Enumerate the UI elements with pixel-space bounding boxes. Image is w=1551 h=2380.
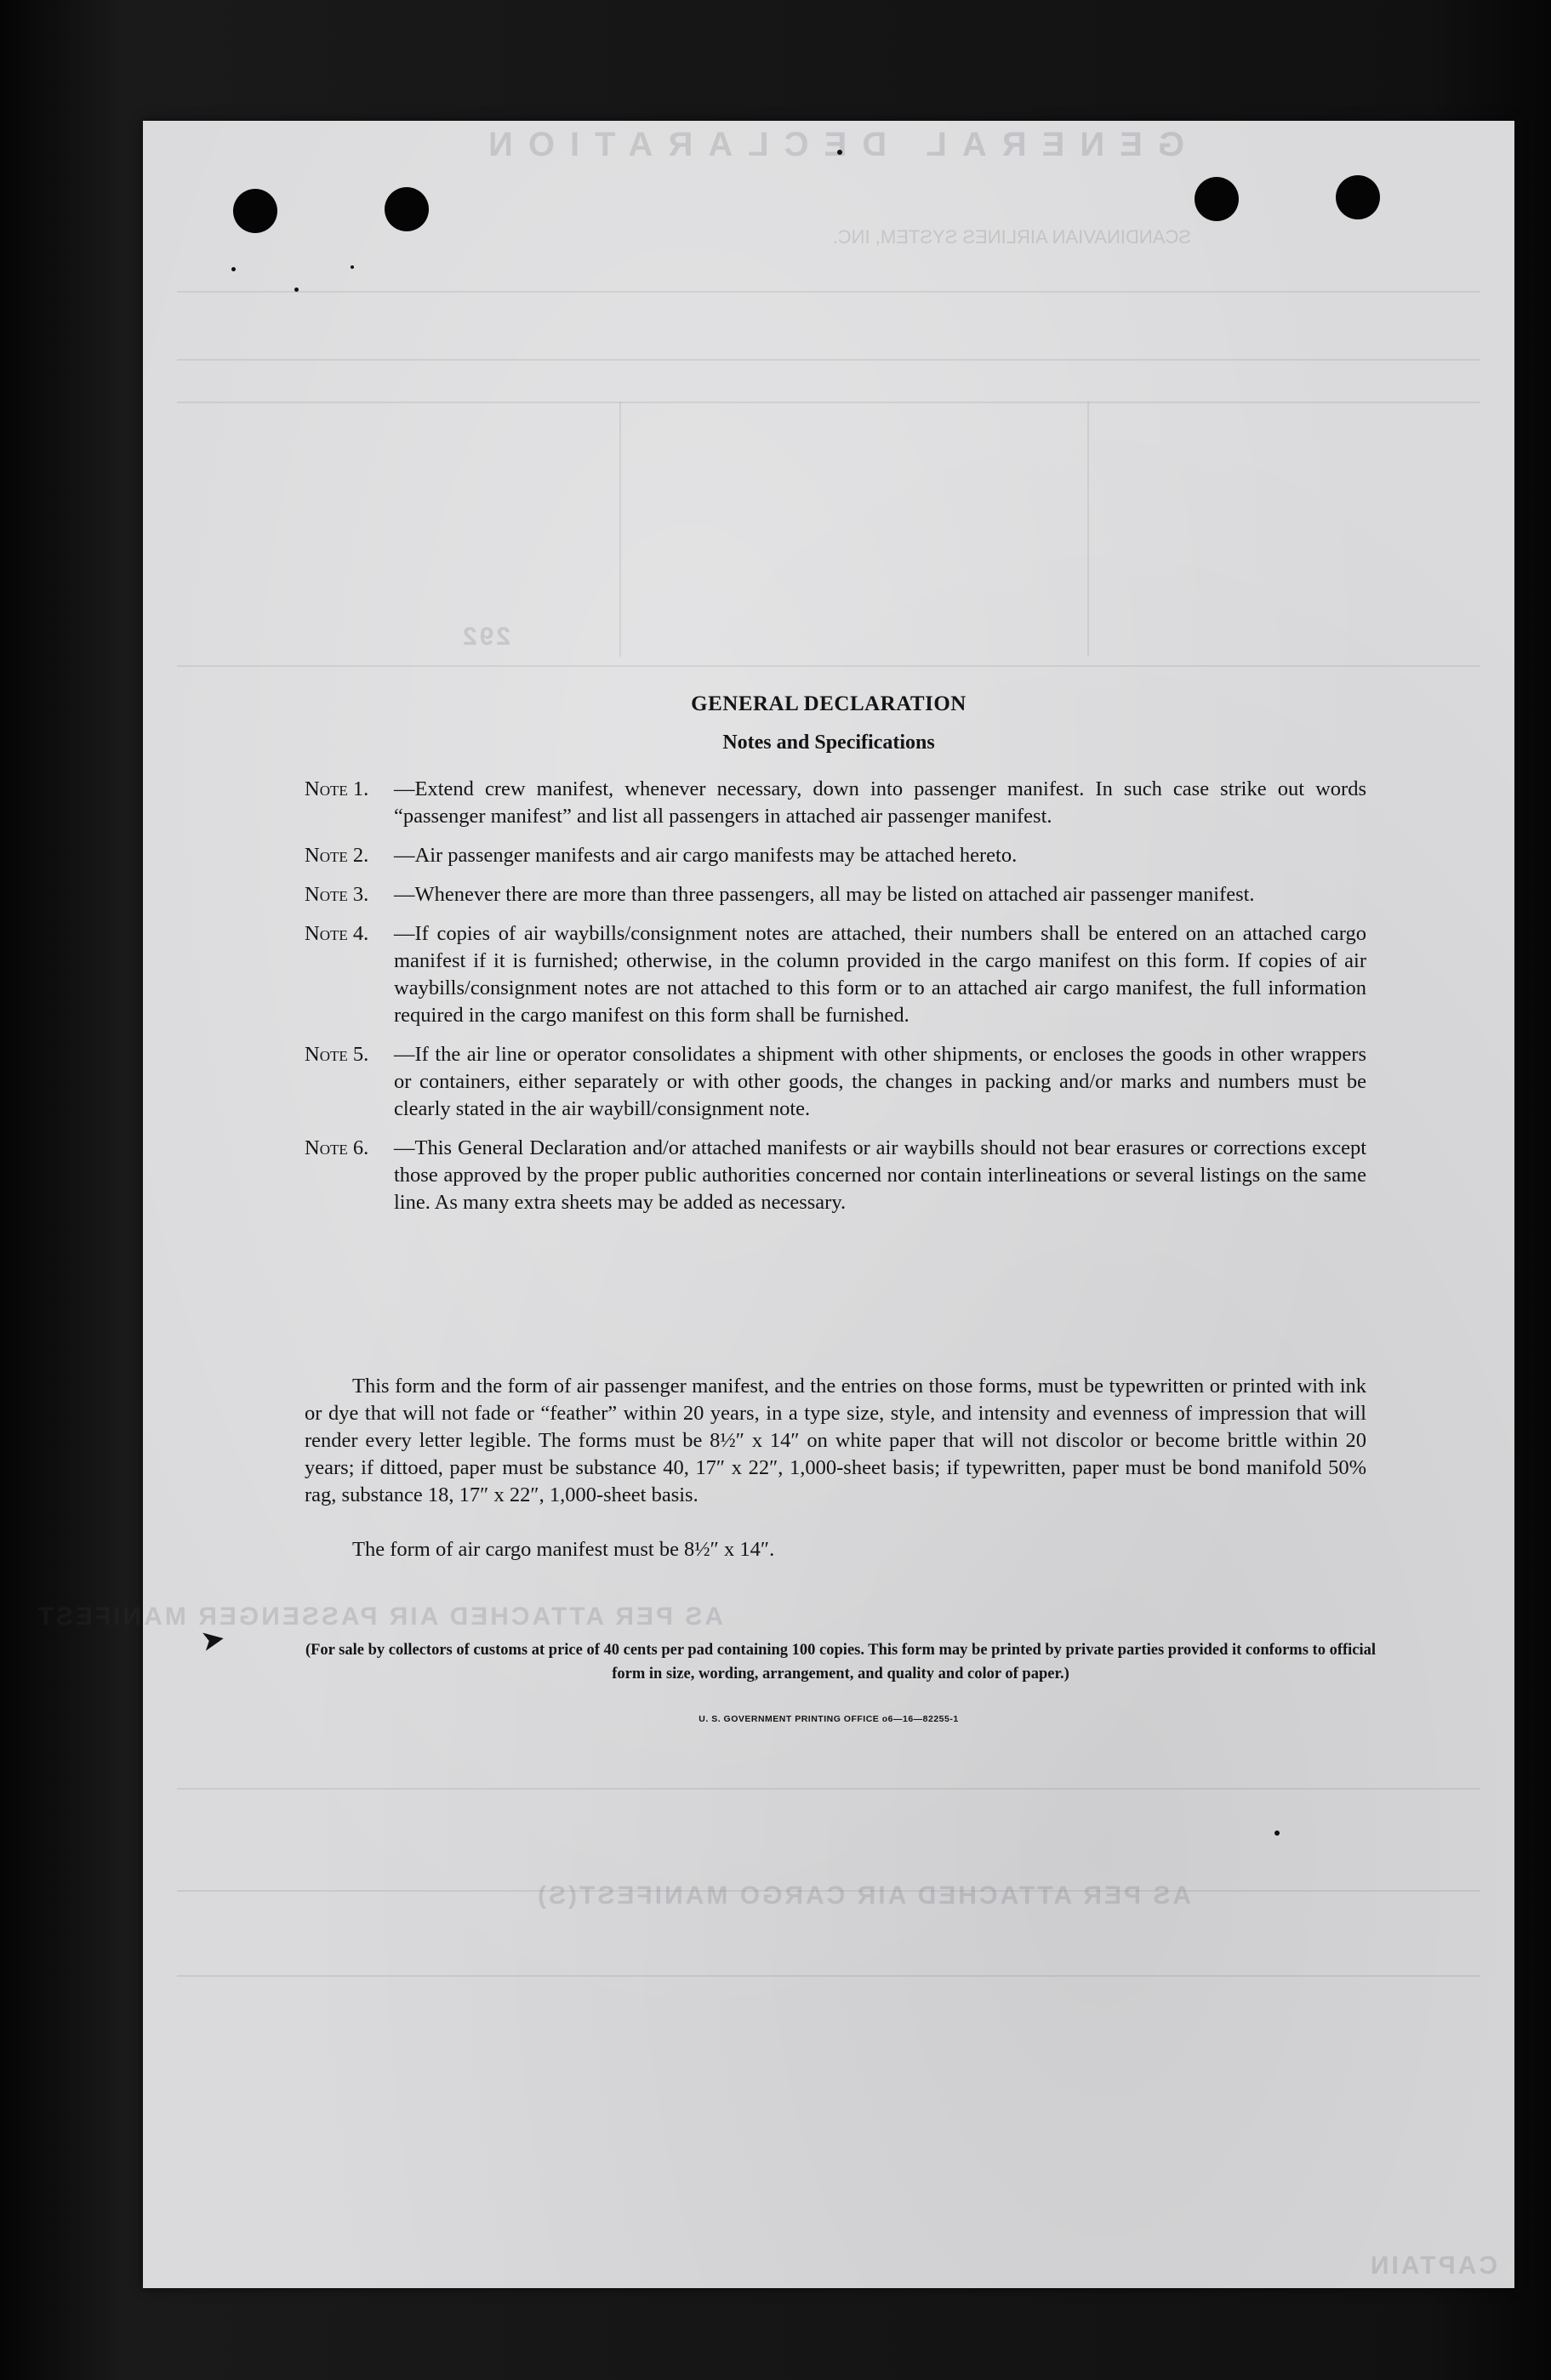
note-label: Note 1. (305, 777, 369, 800)
ghost-carrier: SCANDINAVIAN AIRLINES SYSTEM, INC. (832, 226, 1191, 248)
note-item (305, 920, 1366, 1029)
document-page (35, 121, 1514, 2288)
arrow-mark-icon: ➤ (197, 1620, 228, 1660)
note-label: Note 2. (305, 844, 369, 867)
cargo-manifest-size-line: The form of air cargo manifest must be 8½″ x 14″. (352, 1538, 775, 1561)
sale-notice: (For sale by collectors of customs at price of 40 cents per pad containing 100 copies. This form may be printed by private parties provided it conforms to official form in size, wording, arrangement, and quality and color of paper.) (305, 1642, 1377, 1683)
note-label: Note 5. (305, 1043, 369, 1066)
note-label: Note 3. (305, 883, 369, 906)
note-item (305, 842, 1366, 869)
notes-and-specifications (143, 121, 1514, 2288)
note-text: —If the air line or operator consolidates a shipment with other shipments, or encloses the goods in other wrappers or containers, either separately or with other goods, the changes in packing and/or marks and numbers must be clearly stated in the air waybill/consignment note. (394, 1043, 1366, 1120)
note-text: —Air passenger manifests and air cargo manifests may be attached hereto. (394, 844, 1018, 867)
ghost-form-title: GENERAL DECLARATION (472, 126, 1185, 163)
note-label: Note 6. (305, 1136, 369, 1159)
note-label: Note 4. (305, 922, 369, 945)
note-item (305, 1135, 1366, 1216)
ghost-number: 292 (459, 623, 510, 651)
page-title: GENERAL DECLARATION (691, 692, 967, 715)
ghost-captain: CAPTAIN (1367, 2252, 1497, 2280)
page-subtitle: Notes and Specifications (722, 732, 935, 754)
note-item (305, 1041, 1366, 1123)
form-requirements-paragraph: This form and the form of air passenger manifest, and the entries on those forms, must be typewritten or printed with ink or dye that will not fade or “feather” within 20 years, in a type size, style, and intensity and evenness of impression that will render every letter legible. The forms must be 8½″ x 14″ on white paper that will not discolor or become brittle within 20 years; if dittoed, paper must be substance 40, 17″ x 22″, 1,000-sheet basis; if typewritten, paper must be bond manifold 50% rag, substance 18, 17″ x 22″, 1,000-sheet basis. (305, 1375, 1366, 1506)
ghost-passenger-section: AS PER ATTACHED AIR PASSENGER MANIFEST (35, 1603, 723, 1631)
printing-office-imprint: U. S. GOVERNMENT PRINTING OFFICE o6—16—82255-1 (699, 1714, 959, 1724)
notes-list (305, 776, 1366, 1228)
note-text: —Extend crew manifest, whenever necessary, down into passenger manifest. In such case strike out words “passenger manifest” and list all passengers in attached air passenger manifest. (394, 777, 1366, 828)
note-text: —This General Declaration and/or attached manifests or air waybills should not bear erasures or corrections except those approved by the proper public authorities concerned nor contain interlineations or several listings on the same line. As many extra sheets may be added as necessary. (394, 1136, 1366, 1214)
ghost-cargo-section: AS PER ATTACHED AIR CARGO MANIFEST(S) (535, 1882, 1191, 1910)
note-text: —If copies of air waybills/consignment notes are attached, their numbers shall be entered on an attached cargo manifest if it is furnished; otherwise, in the column provided in the cargo manifest on this form. If copies of air waybills/consignment notes are not attached to this form or to an attached air cargo manifest, the full information required in the cargo manifest on this form shall be furnished. (394, 922, 1366, 1027)
note-item (305, 881, 1366, 908)
note-item (305, 776, 1366, 830)
note-text: —Whenever there are more than three passengers, all may be listed on attached air passenger manifest. (394, 883, 1255, 906)
